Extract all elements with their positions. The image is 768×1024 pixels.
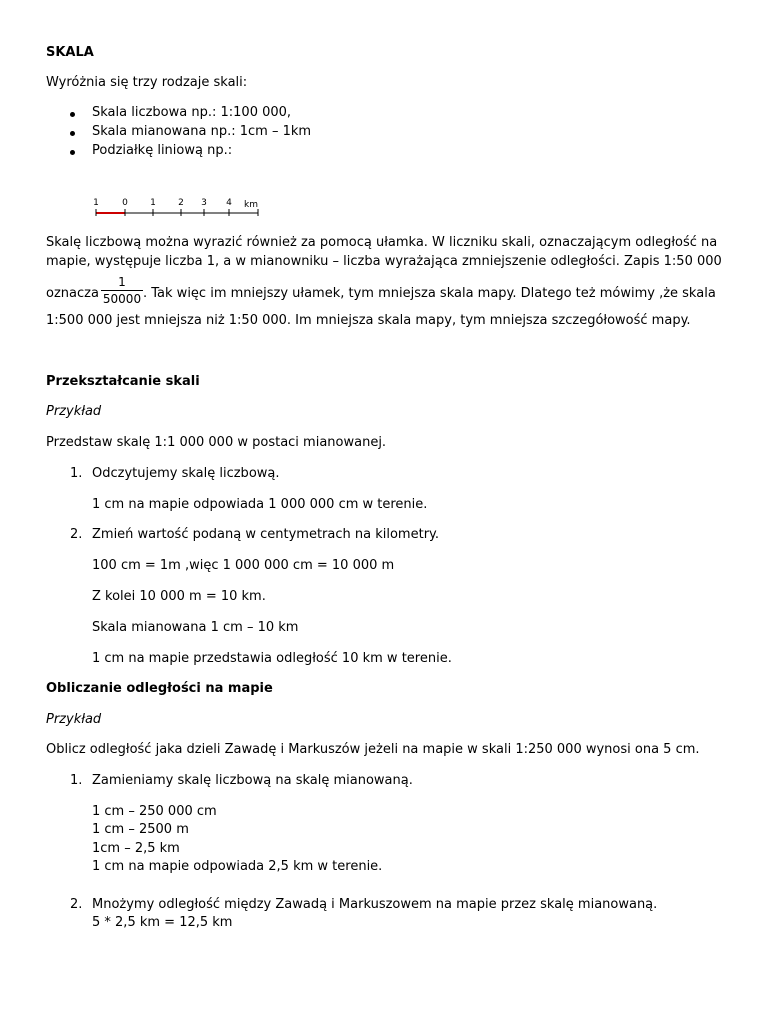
bullet-icon [70, 112, 75, 117]
scale-tick-label: 0 [122, 198, 128, 208]
fraction-bar [101, 290, 143, 291]
step-detail: 1 cm na mapie odpowiada 2,5 km w terenie. [92, 859, 383, 874]
section-title-transform: Przekształcanie skali [46, 374, 200, 389]
paragraph-line: mapie, występuje liczba 1, a w mianowniku – liczba wyrażająca zmniejszenie odległości. Zapis 1:50 000 [46, 254, 722, 269]
step-detail: 1 cm na mapie odpowiada 1 000 000 cm w terenie. [92, 497, 428, 512]
list-number: 2. [70, 897, 83, 912]
step-detail: 100 cm = 1m ,więc 1 000 000 cm = 10 000 m [92, 558, 395, 573]
section-title-distance: Obliczanie odległości na mapie [46, 681, 273, 696]
paragraph-line-suffix: . Tak więc im mniejszy ułamek, tym mniejsza skala mapy. Dlatego też mówimy ,że skala [143, 286, 716, 301]
step-text: Mnożymy odległość między Zawadą i Markuszowem na mapie przez skalę mianowaną. [92, 897, 658, 912]
bullet-icon [70, 131, 75, 136]
paragraph-line: 1:500 000 jest mniejsza niż 1:50 000. Im mniejsza skala mapy, tym mniejsza szczegółowość mapy. [46, 313, 691, 328]
linear-scale-bar [88, 195, 268, 221]
intro-text: Wyróżnia się trzy rodzaje skali: [46, 75, 248, 90]
step-detail: Z kolei 10 000 m = 10 km. [92, 589, 266, 604]
step-detail: 1 cm na mapie przedstawia odległość 10 km w terenie. [92, 651, 452, 666]
bullet-icon [70, 150, 75, 155]
paragraph-line: Skalę liczbową można wyrazić również za pomocą ułamka. W liczniku skali, oznaczającym odległość na [46, 235, 718, 250]
calculation: 5 * 2,5 km = 12,5 km [92, 915, 233, 930]
step-detail: 1 cm – 2500 m [92, 822, 189, 837]
scale-tick-label: 2 [178, 198, 184, 208]
scale-unit-label: km [244, 200, 258, 210]
step-detail: 1cm – 2,5 km [92, 841, 180, 856]
step-detail: Skala mianowana 1 cm – 10 km [92, 620, 299, 635]
bullet-item-1: Skala liczbowa np.: 1:100 000, [92, 105, 292, 120]
bullet-item-2: Skala mianowana np.: 1cm – 1km [92, 124, 312, 139]
list-number: 1. [70, 466, 83, 481]
scale-tick-label: 1 [150, 198, 156, 208]
fraction [101, 275, 143, 306]
paragraph-line-prefix: oznacza [46, 286, 99, 301]
example-label: Przykład [46, 404, 102, 419]
step-text: Odczytujemy skalę liczbową. [92, 466, 280, 481]
scale-tick-label: 4 [226, 198, 232, 208]
bullet-item-3: Podziałkę liniową np.: [92, 143, 233, 158]
task-text: Przedstaw skalę 1:1 000 000 w postaci mianowanej. [46, 435, 387, 450]
scale-tick-label: 1 [93, 198, 99, 208]
example-label: Przykład [46, 712, 102, 727]
step-text: Zamieniamy skalę liczbową na skalę mianowaną. [92, 773, 413, 788]
list-number: 2. [70, 527, 83, 542]
step-detail: 1 cm – 250 000 cm [92, 804, 217, 819]
task-text: Oblicz odległość jaka dzieli Zawadę i Markuszów jeżeli na mapie w skali 1:250 000 wynosi ona 5 cm. [46, 742, 700, 757]
scale-tick-label: 3 [201, 198, 207, 208]
step-text: Zmień wartość podaną w centymetrach na kilometry. [92, 527, 440, 542]
list-number: 1. [70, 773, 83, 788]
section-title-skala: SKALA [46, 45, 94, 60]
fraction-numerator: 1 [118, 275, 126, 289]
fraction-denominator: 50000 [102, 292, 142, 306]
